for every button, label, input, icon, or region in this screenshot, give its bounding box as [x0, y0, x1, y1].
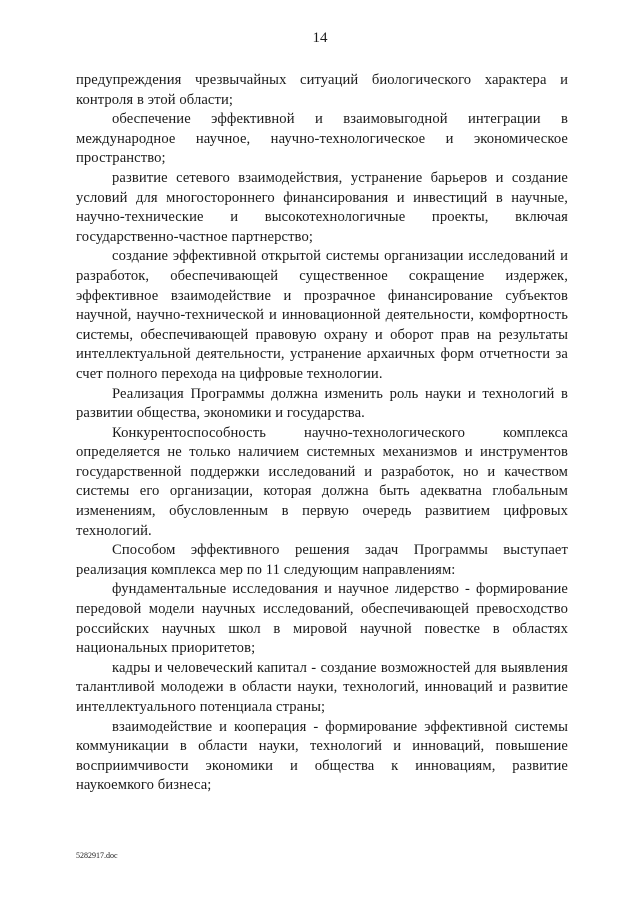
- page-number: 14: [312, 30, 328, 46]
- paragraph-9: кадры и человеческий капитал - создание возможностей для выявления талантливой молодежи в области науки, технологий, инноваций и развитие интеллектуального потенциала страны;: [76, 659, 568, 715]
- paragraph-5: Реализация Программы должна изменить роль науки и технологий в развитии общества, экономики и государства.: [76, 385, 568, 422]
- document-body: [76, 71, 568, 796]
- paragraph-10: взаимодействие и кооперация - формирование эффективной системы коммуникации в области науки, технологий и инноваций, повышение восприимчивости экономики и общества к инновациям, развитие наукоемкого бизнеса;: [76, 718, 568, 794]
- paragraph-1: предупреждения чрезвычайных ситуаций биологического характера и контроля в этой области;: [76, 72, 568, 108]
- paragraph-2: обеспечение эффективной и взаимовыгодной интеграции в международное научное, научно-технологическое и экономическое пространство;: [76, 111, 568, 167]
- paragraph-8: фундаментальные исследования и научное лидерство - формирование передовой модели научных исследований, обеспечивающей превосходство российских научных школ в мировой научной повестке в областях национальных приоритетов;: [76, 581, 568, 657]
- paragraph-3: развитие сетевого взаимодействия, устранение барьеров и создание условий для многостороннего финансирования и инвестиций в научные, научно-технические и высокотехнологичные проекты, включая государственно-частное партнерство;: [76, 169, 568, 245]
- paragraph-4: создание эффективной открытой системы организации исследований и разработок, обеспечивающей существенное сокращение издержек, эффективное взаимодействие и прозрачное финансирование субъектов научной, научно-технической и инновационной деятельности, комфортность системы, обеспечивающей правовую охрану и оборот прав на результаты интеллектуальной деятельности, устранение архаичных форм отчетности за счет полного перехода на цифровые технологии.: [76, 248, 568, 382]
- paragraph-7: Способом эффективного решения задач Программы выступает реализация комплекса мер по 11 следующим направлениям:: [76, 542, 568, 578]
- footer-file-code: 5282917.doc: [76, 851, 118, 860]
- paragraph-6: Конкурентоспособность научно-технологического комплекса определяется не только наличием системных механизмов и инструментов государственной поддержки исследований и разработок, но и качеством системы его организации, которая должна быть адекватна глобальным изменениям, обусловленным в первую очередь развитием цифровых технологий.: [76, 424, 568, 539]
